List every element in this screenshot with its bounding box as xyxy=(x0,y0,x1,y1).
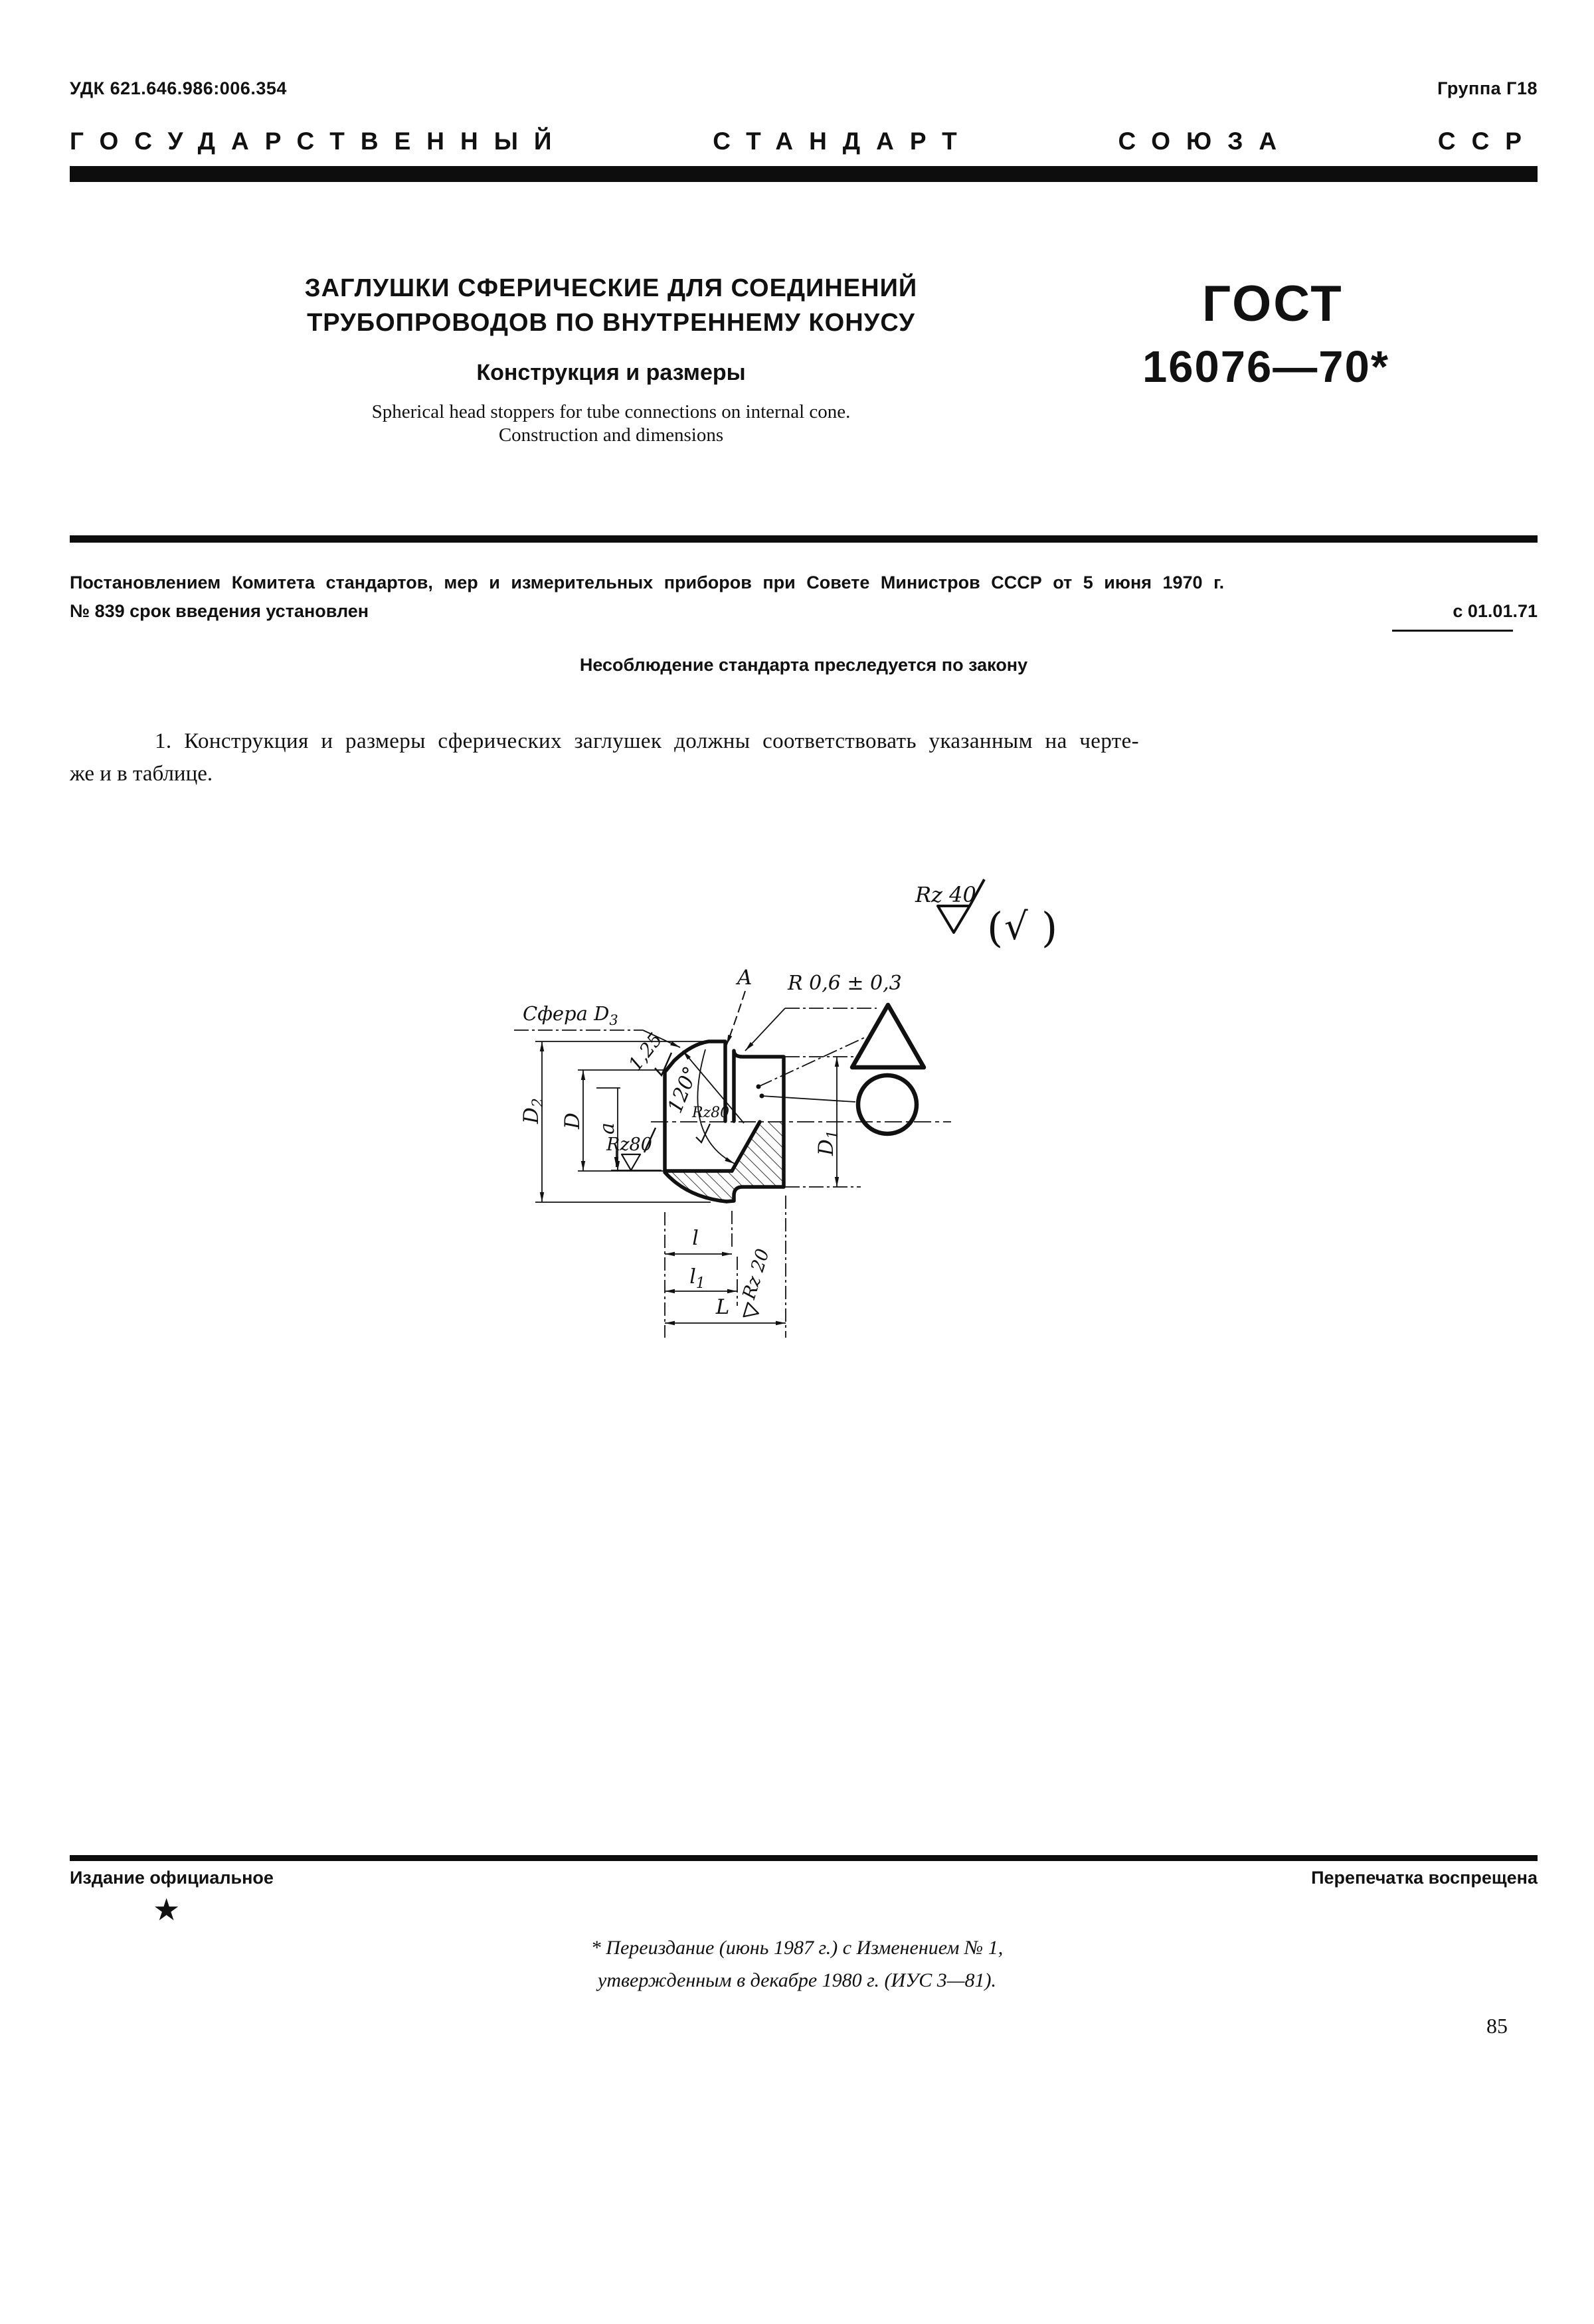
footer-rule xyxy=(70,1855,1538,1861)
view-a-arrow xyxy=(727,991,745,1045)
heading-word: СТАНДАРТ xyxy=(713,128,973,155)
view-a-label: A xyxy=(737,966,753,990)
sphere-diameter-label: Сфера $D_3$ xyxy=(523,1002,618,1028)
footnote-line-2: утвержденным в декабре 1980 г. (ИУС 3—81). xyxy=(598,1969,996,1991)
circle-mark-symbol xyxy=(858,1075,917,1134)
group-code: Группа Г18 xyxy=(1437,78,1538,98)
footer-row xyxy=(70,1868,1538,1888)
gost-label: ГОСТ xyxy=(1202,276,1344,332)
technical-drawing xyxy=(485,850,1169,1388)
rz20-label: Rz 20 xyxy=(739,1246,774,1302)
paren-open: ( xyxy=(987,903,1004,952)
date-underline xyxy=(1392,630,1513,632)
leader-dot xyxy=(760,1094,764,1099)
marking-leaders xyxy=(758,1037,865,1102)
check-mark: √ xyxy=(1004,905,1028,948)
title-line-2: ТРУБОПРОВОДОВ ПО ВНУТРЕННЕМУ КОНУСУ xyxy=(307,309,915,337)
dim-label-d: D xyxy=(561,1113,584,1129)
title-line-1: ЗАГЛУШКИ СФЕРИЧЕСКИЕ ДЛЯ СОЕДИНЕНИЙ xyxy=(304,274,918,302)
rz80-cone-label: Rz80 xyxy=(692,1105,730,1121)
dim-label-L: L xyxy=(715,1295,730,1319)
udk-number: УДК 621.646.986:006.354 xyxy=(70,78,287,98)
dim-label-l1: $l_1$ xyxy=(689,1265,705,1292)
decree-block xyxy=(70,569,1538,626)
horizontal-rule xyxy=(70,535,1538,543)
page-number: 85 xyxy=(1486,2014,1508,2038)
effective-date: с 01.01.71 xyxy=(1453,601,1538,621)
cone-angle-label: 120° xyxy=(663,1063,703,1117)
header-black-bar xyxy=(70,166,1538,182)
rz20-mark xyxy=(733,1247,776,1320)
law-notice: Несоблюдение стандарта преследуется по закону xyxy=(579,655,1028,675)
heading-word: ССР xyxy=(1437,128,1538,155)
dim-label-l: l xyxy=(692,1227,699,1250)
title-block xyxy=(219,271,1003,447)
rz40-surface-symbol xyxy=(915,879,1057,952)
udk-header-row xyxy=(70,78,1538,99)
paragraph-1 xyxy=(70,725,1539,790)
paren-close: ) xyxy=(1041,903,1058,952)
reissue-footnote xyxy=(398,1931,1196,1997)
leader-dot xyxy=(756,1085,761,1089)
dim-label-d2: $D_2$ xyxy=(519,1098,547,1124)
star-icon: ★ xyxy=(153,1892,181,1927)
rz80-face-label: Rz80 xyxy=(606,1134,652,1155)
decree-line-1: Постановлением Комитета стандартов, мер и измерительных приборов при Совете Министров СССР от 5 июня 1970 г. xyxy=(70,573,1225,592)
title-english-1: Spherical head stoppers for tube connections on internal cone. xyxy=(371,401,851,422)
triangle-mark-symbol xyxy=(852,1005,924,1067)
title-english-2: Construction and dimensions xyxy=(498,424,724,446)
section-hatch xyxy=(665,1122,784,1202)
chamfer-label: 1,25 xyxy=(624,1028,667,1075)
radius-leader xyxy=(745,1008,877,1051)
footnote-line-1: * Переиздание (июнь 1987 г.) с Изменением № 1, xyxy=(590,1937,1004,1959)
no-reprint-notice: Перепечатка воспрещена xyxy=(1311,1868,1538,1888)
paragraph-1-line-2: же и в таблице. xyxy=(70,762,213,786)
dim-label-a: a xyxy=(596,1122,619,1134)
official-edition: Издание официальное xyxy=(70,1868,274,1888)
subtitle: Конструкция и размеры xyxy=(476,360,746,385)
heading-word: СОЮЗА xyxy=(1118,128,1293,155)
state-standard-heading xyxy=(70,128,1538,155)
fillet-radius-label: R 0,6 ± 0,3 xyxy=(788,972,902,995)
gost-number: 16076—70* xyxy=(1142,342,1389,392)
gost-number-block xyxy=(1142,276,1514,392)
paragraph-1-line-1: 1. Конструкция и размеры сферических заглушек должны соответствовать указанным на черте- xyxy=(155,729,1140,753)
decree-line-2: № 839 срок введения установлен xyxy=(70,601,369,621)
heading-word: ГОСУДАРСТВЕННЫЙ xyxy=(70,128,568,155)
dim-label-d1: $D_1$ xyxy=(814,1130,841,1156)
rz40-label: Rz 40 xyxy=(915,882,976,907)
